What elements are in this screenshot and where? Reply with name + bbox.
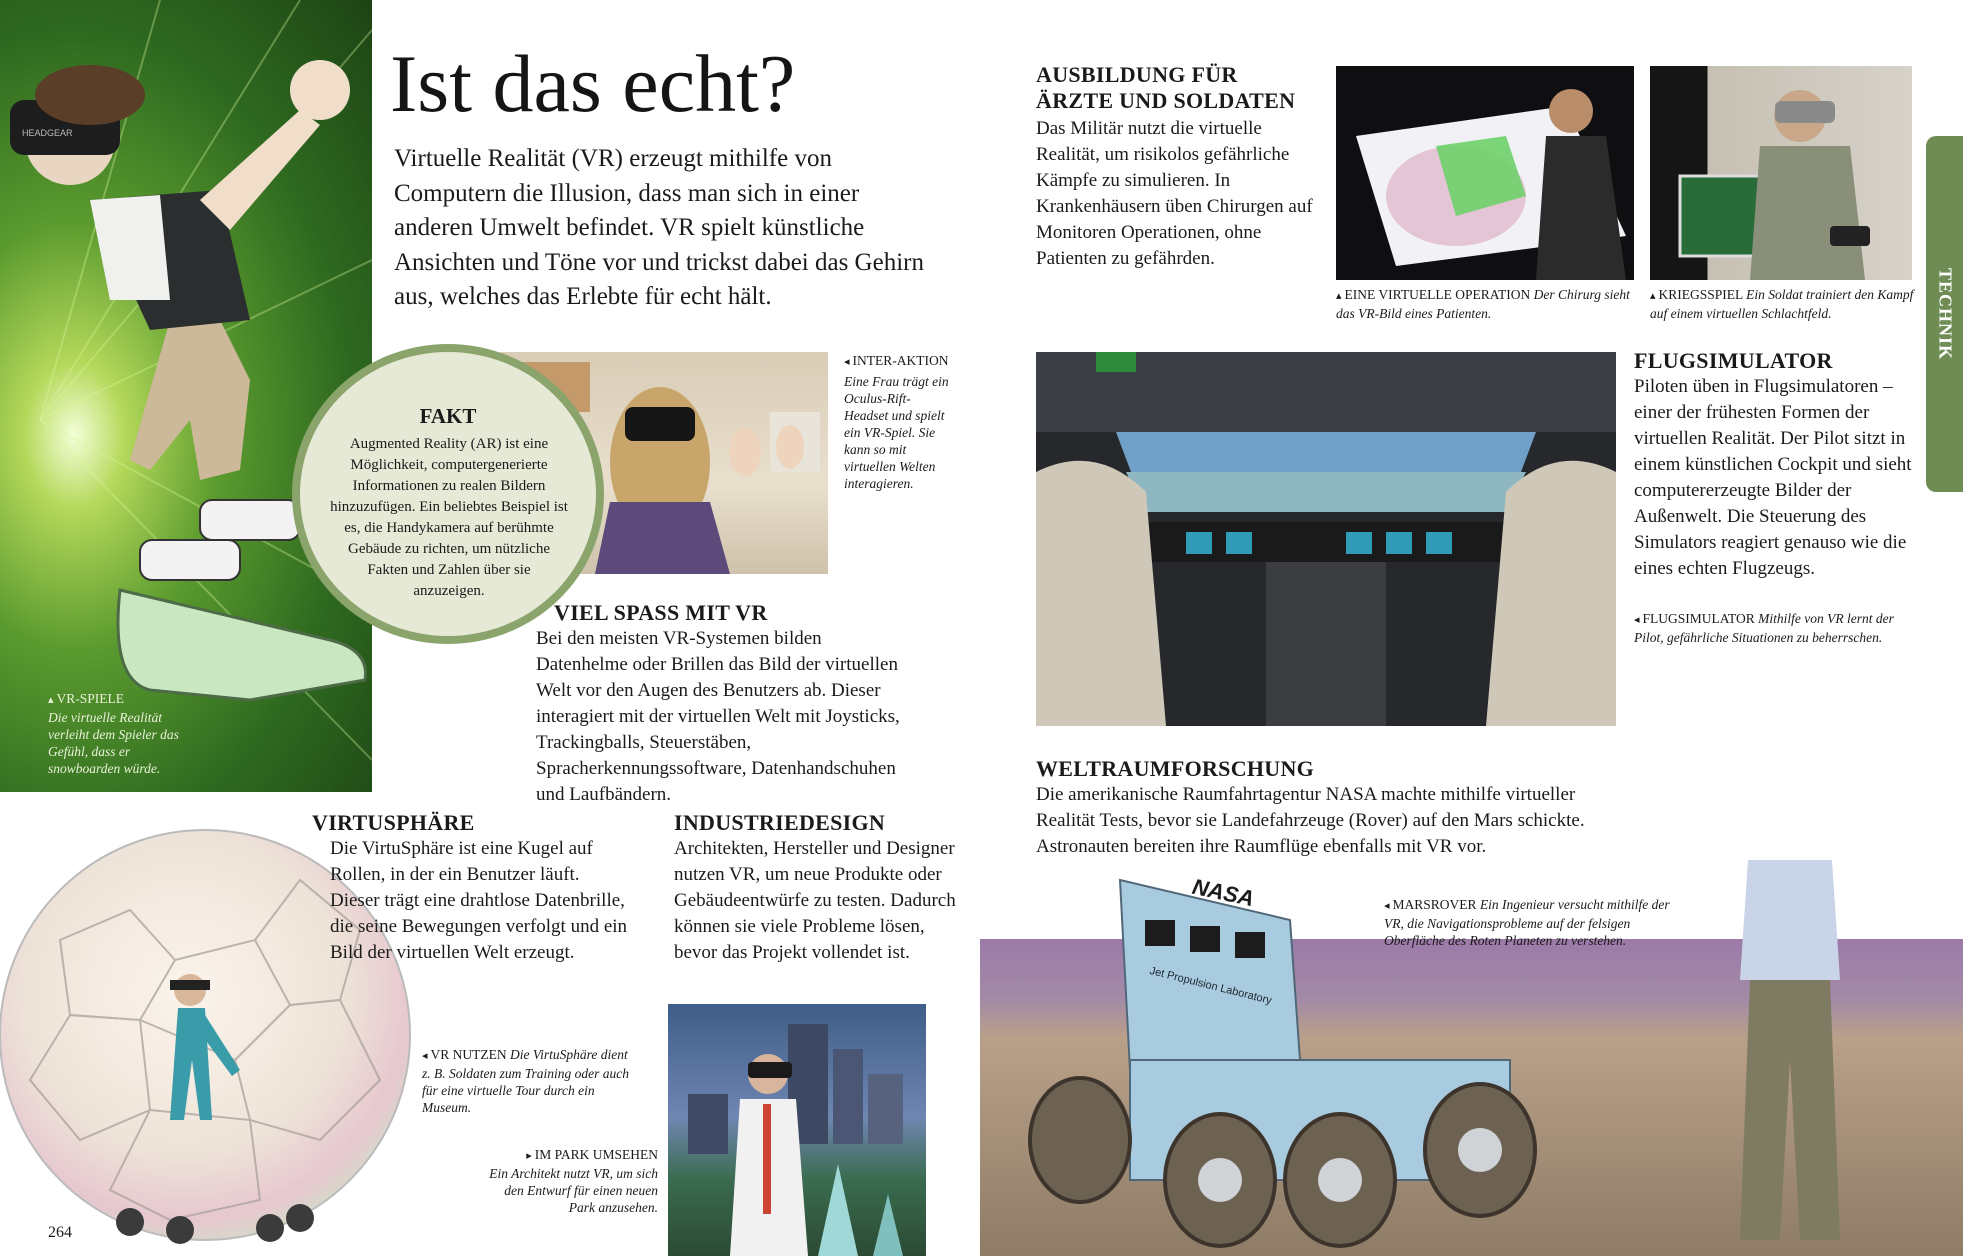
page-number: 264: [48, 1224, 72, 1241]
section-text-ausbildung: Das Militär nutzt die virtuelle Realität, um risikolos gefährliche Kämpfe zu simulieren. In Krankenhäusern üben Chirurgen auf Monitoren Operationen, ohne Patienten zu gefährden.: [1036, 118, 1313, 269]
arrow-up-icon: ▴: [1650, 290, 1656, 302]
section-heading-industriedesign: INDUSTRIEDESIGN: [674, 810, 886, 835]
arrow-left-icon: ◂: [1384, 900, 1390, 912]
park-architect-photo: [668, 1004, 926, 1256]
caption-text: Ein Architekt nutzt VR, um sich den Entwurf für einen neuen Park anzusehen.: [489, 1166, 658, 1215]
caption-marsrover: [1384, 896, 1684, 949]
jpl-text: Jet Propulsion Laboratory: [1148, 965, 1273, 1007]
section-heading-viel-spass: VIEL SPASS MIT VR: [554, 600, 768, 625]
caption-title: FLUGSIMULATOR: [1642, 611, 1755, 626]
caption-text: Mithilfe von VR lernt der Pilot, gefährliche Situationen zu beherrschen.: [1634, 611, 1894, 645]
caption-flugsim: [1634, 610, 1894, 646]
section-text-weltraum: Die amerikanische Raumfahrtagentur NASA machte mithilfe virtueller Realität Tests, bevor sie Landefahrzeuge (Rover) auf den Mars schickte. Astronauten bereiten ihre Raumflüge ebenfalls mit VR vor.: [1036, 784, 1585, 857]
arrow-left-icon: ◂: [844, 356, 850, 368]
caption-text: Der Chirurg sieht das VR-Bild eines Patienten.: [1336, 287, 1630, 321]
nasa-logo-text: NASA: [1190, 873, 1257, 912]
headset-brand-text: HEADGEAR: [22, 128, 73, 138]
caption-title: MARSROVER: [1392, 897, 1477, 912]
arrow-left-icon: ◂: [1634, 614, 1640, 626]
arrow-right-icon: ▸: [526, 1150, 532, 1162]
page-title: Ist das echt?: [390, 38, 796, 129]
arrow-up-icon: ▴: [1336, 290, 1342, 302]
section-text-virtusphaere: Die VirtuSphäre ist eine Kugel auf Rollen, in der ein Benutzer läuft. Dieser trägt eine drahtlose Datenbrille, die seine Bewegungen verfolgt und ein Bild der virtuellen Welt erzeugt.: [330, 838, 628, 963]
caption-title: IM PARK UMSEHEN: [534, 1147, 658, 1162]
cockpit-photo: [1036, 352, 1616, 726]
caption-title: VR NUTZEN: [430, 1047, 507, 1062]
caption-vr-nutzen: [422, 1046, 632, 1116]
section-text-flugsimulator: Piloten üben in Flugsimulatoren – einer der frühesten Formen der virtuellen Realität. Der Pilot sitzt in einem künstlichen Cockpit und sieht computererzeugte Bilder der Außenwelt. Die Steuerung des Simulators reagiert genauso wie die eines echten Flugzeugs.: [1634, 376, 1912, 579]
surgeon-vr-photo: [1336, 66, 1634, 280]
caption-text: Ein Soldat trainiert den Kampf auf einem virtuellen Schlachtfeld.: [1650, 287, 1914, 321]
caption-title: INTER-AKTION: [852, 353, 949, 368]
section-tab-technik[interactable]: [1926, 136, 1963, 492]
section-heading-weltraum: WELTRAUMFORSCHUNG: [1036, 756, 1315, 781]
caption-title: KRIEGSSPIEL: [1658, 287, 1743, 302]
arrow-left-icon: ◂: [422, 1050, 428, 1062]
snowboarder-photo: [0, 0, 372, 792]
intro-text: Virtuelle Realität (VR) erzeugt mithilfe von Computern die Illusion, dass man sich in einer anderen Umwelt befindet. VR spielt künstliche Ansichten und Töne vor und trickst dabei das Gehirn aus, welches das Erlebte für echt hält.: [394, 145, 924, 310]
caption-text: Die VirtuSphäre dient z. B. Soldaten zum Training oder auch für eine virtuelle Tour durch ein Museum.: [422, 1047, 630, 1115]
fact-text: Augmented Reality (AR) ist eine Möglichkeit, computergenerierte Informationen zu realen Bildern hinzuzufügen. Ein beliebtes Beispiel ist es, die Handykamera auf berühmte Gebäude zu richten, um nützliche Fakten und Zahlen über sie anzuzeigen.: [330, 436, 568, 599]
caption-text: Eine Frau trägt ein Oculus-Rift-Headset und spielt ein VR-Spiel. Sie kann so mit virtuellen Welten interagieren.: [844, 374, 949, 491]
caption-operation: [1336, 286, 1636, 322]
caption-title: VR-SPIELE: [56, 691, 125, 706]
caption-text: Ein Ingenieur versucht mithilfe der VR, die Navigationsprobleme auf der felsigen Oberfläche des Roten Planeten zu verstehen.: [1384, 897, 1670, 948]
caption-text: Die virtuelle Realität verleiht dem Spieler das Gefühl, dass er snowboarden würde.: [48, 710, 179, 776]
arrow-up-icon: ▴: [48, 694, 54, 706]
caption-title: EINE VIRTUELLE OPERATION: [1344, 287, 1531, 302]
caption-kriegsspiel: [1650, 286, 1920, 322]
section-heading-virtusphaere: VIRTUSPHÄRE: [312, 810, 475, 835]
soldier-vr-photo: [1650, 66, 1912, 280]
section-text-industriedesign: Architekten, Hersteller und Designer nutzen VR, um neue Produkte oder Gebäudeentwürfe zu testen. Dadurch können sie viele Probleme lösen, bevor das Projekt vollendet ist.: [674, 838, 956, 963]
section-text-viel-spass: Bei den meisten VR-Systemen bilden Datenhelme oder Brillen das Bild der virtuellen Welt vor den Augen des Benutzers ab. Dieser interagiert mit der virtuellen Welt mit Joysticks, Trackingballs, Steuerstäben, Spracherkennungssoftware, Datenhandschuhen und Laufbändern.: [536, 628, 900, 805]
fact-bubble: [292, 344, 604, 644]
caption-interaktion: [844, 352, 954, 492]
section-heading-ausbildung: AUSBILDUNG FÜR ÄRZTE UND SOLDATEN: [1036, 62, 1296, 113]
section-tab-label: TECHNIK: [1935, 267, 1955, 361]
section-heading-flugsimulator: FLUGSIMULATOR: [1634, 348, 1833, 373]
fact-heading: FAKT: [419, 404, 477, 428]
caption-im-park: [488, 1146, 658, 1216]
caption-vr-spiele: [48, 690, 188, 777]
